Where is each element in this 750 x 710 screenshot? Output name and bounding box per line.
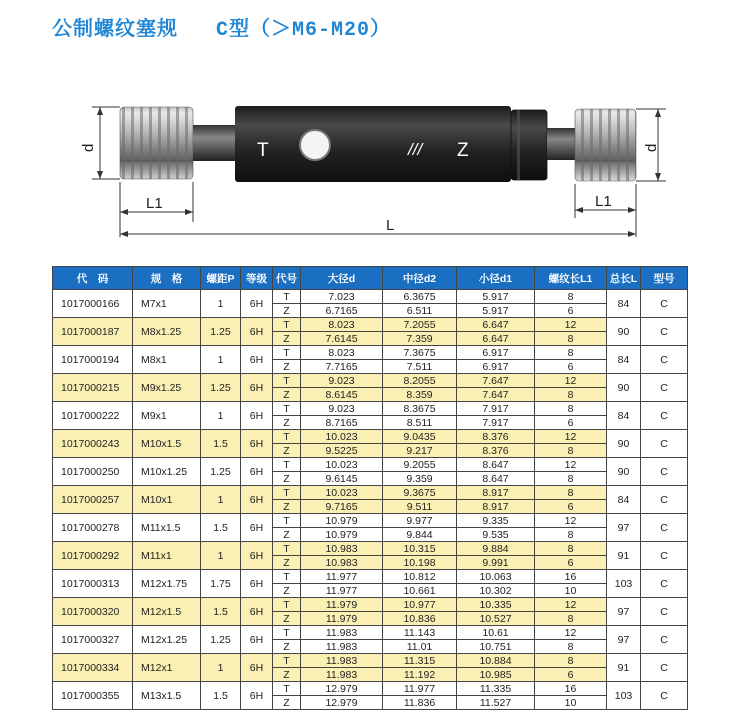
cell-pitch-dia: 10.661 [383,584,457,598]
cell-total-length: 103 [607,682,641,710]
col-header: 规 格 [133,267,201,290]
cell-thread-length: 8 [535,542,607,556]
collar [511,110,547,180]
cell-grade: 6H [241,318,273,346]
cell-pitch-dia: 10.198 [383,556,457,570]
right-neck [547,128,577,160]
cell-type: C [641,570,688,598]
cell-thread-length: 6 [535,416,607,430]
cell-major-dia: 7.023 [301,290,383,304]
cell-total-length: 97 [607,626,641,654]
cell-major-dia: 8.023 [301,318,383,332]
cell-thread-length: 16 [535,682,607,696]
cell-total-length: 84 [607,486,641,514]
cell-pitch-dia: 11.143 [383,626,457,640]
table-row [53,570,688,584]
cell-minor-dia: 7.917 [457,416,535,430]
cell-symbol: T [273,346,301,360]
cell-pitch: 1.75 [201,570,241,598]
cell-pitch: 1.25 [201,458,241,486]
cell-minor-dia: 7.647 [457,374,535,388]
cell-major-dia: 7.7165 [301,360,383,374]
cell-pitch-dia: 10.812 [383,570,457,584]
cell-minor-dia: 6.917 [457,346,535,360]
cell-spec: M10x1.5 [133,430,201,458]
cell-type: C [641,654,688,682]
cell-major-dia: 11.983 [301,654,383,668]
cell-pitch-dia: 11.977 [383,682,457,696]
table-row [53,626,688,640]
cell-spec: M13x1.5 [133,682,201,710]
cell-pitch-dia: 10.977 [383,598,457,612]
cell-symbol: T [273,430,301,444]
cell-minor-dia: 8.917 [457,500,535,514]
cell-minor-dia: 6.917 [457,360,535,374]
cell-type: C [641,458,688,486]
cell-minor-dia: 9.884 [457,542,535,556]
cell-thread-length: 8 [535,444,607,458]
cell-pitch-dia: 6.3675 [383,290,457,304]
cell-major-dia: 11.979 [301,598,383,612]
col-header: 代 码 [53,267,133,290]
cell-total-length: 84 [607,402,641,430]
table-row [53,486,688,500]
cell-pitch-dia: 9.511 [383,500,457,514]
cell-symbol: Z [273,416,301,430]
col-header: 总长L [607,267,641,290]
cell-code: 1017000222 [53,402,133,430]
cell-total-length: 103 [607,570,641,598]
cell-major-dia: 10.023 [301,430,383,444]
cell-pitch-dia: 10.315 [383,542,457,556]
cell-thread-length: 8 [535,402,607,416]
cell-pitch: 1.25 [201,374,241,402]
cell-minor-dia: 10.063 [457,570,535,584]
handle-hole [300,130,330,160]
cell-code: 1017000355 [53,682,133,710]
cell-symbol: T [273,374,301,388]
page-title [52,12,391,42]
cell-thread-length: 16 [535,570,607,584]
cell-thread-length: 12 [535,626,607,640]
cell-total-length: 97 [607,598,641,626]
dim-l1-right: L1 [595,193,612,210]
cell-thread-length: 12 [535,430,607,444]
cell-symbol: T [273,458,301,472]
cell-symbol: Z [273,528,301,542]
cell-pitch: 1.5 [201,514,241,542]
cell-symbol: Z [273,360,301,374]
cell-pitch-dia: 8.359 [383,388,457,402]
cell-pitch: 1 [201,346,241,374]
cell-total-length: 91 [607,654,641,682]
cell-total-length: 90 [607,318,641,346]
cell-grade: 6H [241,486,273,514]
cell-grade: 6H [241,402,273,430]
cell-total-length: 90 [607,374,641,402]
cell-code: 1017000250 [53,458,133,486]
cell-pitch-dia: 8.2055 [383,374,457,388]
handle-body [235,106,511,182]
cell-pitch: 1.25 [201,626,241,654]
cell-minor-dia: 9.335 [457,514,535,528]
table-row [53,346,688,360]
col-header: 中径d2 [383,267,457,290]
cell-major-dia: 10.983 [301,556,383,570]
cell-symbol: Z [273,500,301,514]
cell-grade: 6H [241,290,273,318]
cell-major-dia: 11.983 [301,668,383,682]
cell-symbol: Z [273,444,301,458]
cell-code: 1017000166 [53,290,133,318]
cell-spec: M9x1 [133,402,201,430]
cell-spec: M11x1 [133,542,201,570]
cell-symbol: Z [273,612,301,626]
cell-minor-dia: 10.335 [457,598,535,612]
table-row [53,290,688,304]
cell-type: C [641,290,688,318]
cell-major-dia: 12.979 [301,696,383,710]
cell-pitch-dia: 7.2055 [383,318,457,332]
table-row [53,654,688,668]
cell-grade: 6H [241,570,273,598]
cell-type: C [641,682,688,710]
cell-major-dia: 10.023 [301,486,383,500]
cell-code: 1017000243 [53,430,133,458]
cell-pitch-dia: 9.3675 [383,486,457,500]
cell-code: 1017000313 [53,570,133,598]
cell-thread-length: 8 [535,346,607,360]
cell-symbol: T [273,598,301,612]
cell-pitch: 1 [201,654,241,682]
cell-major-dia: 12.979 [301,682,383,696]
cell-thread-length: 12 [535,374,607,388]
cell-pitch: 1 [201,290,241,318]
cell-major-dia: 11.977 [301,584,383,598]
col-header: 螺距P [201,267,241,290]
cell-major-dia: 11.979 [301,612,383,626]
cell-major-dia: 10.023 [301,458,383,472]
cell-symbol: Z [273,472,301,486]
cell-pitch: 1 [201,542,241,570]
cell-thread-length: 12 [535,458,607,472]
col-header: 小径d1 [457,267,535,290]
cell-pitch: 1.5 [201,598,241,626]
cell-pitch-dia: 7.3675 [383,346,457,360]
cell-pitch-dia: 8.511 [383,416,457,430]
cell-symbol: T [273,514,301,528]
cell-spec: M12x1 [133,654,201,682]
cell-pitch-dia: 7.359 [383,332,457,346]
cell-symbol: T [273,318,301,332]
cell-type: C [641,346,688,374]
cell-type: C [641,318,688,346]
cell-major-dia: 11.983 [301,626,383,640]
cell-major-dia: 9.7165 [301,500,383,514]
cell-major-dia: 6.7165 [301,304,383,318]
cell-thread-length: 10 [535,584,607,598]
cell-pitch: 1.5 [201,682,241,710]
cell-type: C [641,598,688,626]
cell-pitch: 1.25 [201,318,241,346]
cell-thread-length: 8 [535,612,607,626]
cell-minor-dia: 10.61 [457,626,535,640]
cell-minor-dia: 11.527 [457,696,535,710]
cell-total-length: 84 [607,290,641,318]
cell-minor-dia: 5.917 [457,304,535,318]
cell-spec: M8x1.25 [133,318,201,346]
cell-pitch: 1.5 [201,430,241,458]
cell-minor-dia: 11.335 [457,682,535,696]
cell-minor-dia: 10.884 [457,654,535,668]
cell-thread-length: 10 [535,696,607,710]
title-main: 公制螺纹塞规 [52,16,178,40]
table-row [53,430,688,444]
cell-spec: M10x1 [133,486,201,514]
cell-pitch-dia: 11.836 [383,696,457,710]
cell-minor-dia: 8.647 [457,472,535,486]
cell-minor-dia: 10.985 [457,668,535,682]
cell-minor-dia: 8.647 [457,458,535,472]
table-row [53,682,688,696]
cell-major-dia: 8.023 [301,346,383,360]
cell-minor-dia: 9.991 [457,556,535,570]
cell-minor-dia: 8.376 [457,430,535,444]
cell-major-dia: 10.983 [301,542,383,556]
cell-code: 1017000187 [53,318,133,346]
header-row [53,267,688,290]
cell-spec: M12x1.5 [133,598,201,626]
cell-grade: 6H [241,682,273,710]
cell-thread-length: 8 [535,290,607,304]
cell-major-dia: 11.977 [301,570,383,584]
cell-pitch-dia: 9.2055 [383,458,457,472]
cell-minor-dia: 6.647 [457,332,535,346]
cell-major-dia: 10.979 [301,528,383,542]
cell-thread-length: 12 [535,598,607,612]
cell-major-dia: 9.5225 [301,444,383,458]
cell-minor-dia: 8.917 [457,486,535,500]
cell-grade: 6H [241,654,273,682]
cell-thread-length: 12 [535,318,607,332]
cell-symbol: Z [273,584,301,598]
cell-type: C [641,374,688,402]
table-row [53,402,688,416]
cell-spec: M11x1.5 [133,514,201,542]
cell-pitch-dia: 8.3675 [383,402,457,416]
cell-type: C [641,430,688,458]
cell-symbol: Z [273,668,301,682]
cell-major-dia: 8.6145 [301,388,383,402]
col-header: 大径d [301,267,383,290]
cell-grade: 6H [241,430,273,458]
cell-thread-length: 8 [535,654,607,668]
cell-symbol: Z [273,556,301,570]
cell-symbol: Z [273,304,301,318]
spec-table [52,266,688,710]
cell-symbol: Z [273,388,301,402]
cell-pitch-dia: 11.315 [383,654,457,668]
cell-major-dia: 7.6145 [301,332,383,346]
go-label: T [257,140,269,161]
cell-total-length: 84 [607,346,641,374]
cell-grade: 6H [241,374,273,402]
cell-symbol: T [273,402,301,416]
col-header: 等级 [241,267,273,290]
cell-pitch: 1 [201,486,241,514]
cell-major-dia: 9.023 [301,402,383,416]
cell-symbol: T [273,682,301,696]
cell-pitch-dia: 11.192 [383,668,457,682]
cell-code: 1017000257 [53,486,133,514]
table-row [53,514,688,528]
cell-thread-length: 6 [535,500,607,514]
cell-symbol: T [273,626,301,640]
no-go-label: Z [457,140,469,161]
cell-symbol: T [273,654,301,668]
cell-minor-dia: 6.647 [457,318,535,332]
dim-l1-left: L1 [146,195,163,212]
table-row [53,318,688,332]
cell-grade: 6H [241,458,273,486]
cell-grade: 6H [241,626,273,654]
cell-minor-dia: 10.302 [457,584,535,598]
cell-spec: M10x1.25 [133,458,201,486]
col-header: 代号 [273,267,301,290]
cell-minor-dia: 7.917 [457,402,535,416]
cell-type: C [641,486,688,514]
cell-thread-length: 6 [535,304,607,318]
go-thread [120,107,193,179]
plug-gauge-illustration [80,92,660,252]
cell-total-length: 90 [607,458,641,486]
cell-symbol: Z [273,640,301,654]
cell-symbol: Z [273,332,301,346]
table-row [53,374,688,388]
table-row [53,542,688,556]
cell-grade: 6H [241,598,273,626]
cell-thread-length: 8 [535,528,607,542]
cell-code: 1017000194 [53,346,133,374]
cell-pitch-dia: 9.359 [383,472,457,486]
cell-pitch-dia: 9.977 [383,514,457,528]
cell-spec: M7x1 [133,290,201,318]
table-row [53,598,688,612]
cell-minor-dia: 10.751 [457,640,535,654]
cell-symbol: T [273,542,301,556]
cell-pitch-dia: 9.217 [383,444,457,458]
cell-spec: M12x1.25 [133,626,201,654]
cell-spec: M12x1.75 [133,570,201,598]
cell-type: C [641,514,688,542]
dim-d-right: d [643,143,660,152]
cell-major-dia: 11.983 [301,640,383,654]
cell-thread-length: 8 [535,472,607,486]
col-header: 螺纹长L1 [535,267,607,290]
cell-thread-length: 6 [535,556,607,570]
cell-total-length: 97 [607,514,641,542]
cell-spec: M8x1 [133,346,201,374]
cell-major-dia: 9.023 [301,374,383,388]
no-go-thread [575,109,636,181]
cell-major-dia: 8.7165 [301,416,383,430]
cell-spec: M9x1.25 [133,374,201,402]
left-neck [193,125,237,161]
cell-code: 1017000327 [53,626,133,654]
cell-pitch-dia: 11.01 [383,640,457,654]
col-header: 型号 [641,267,688,290]
dim-l-total: L [386,217,395,234]
cell-major-dia: 9.6145 [301,472,383,486]
cell-code: 1017000292 [53,542,133,570]
cell-thread-length: 8 [535,486,607,500]
cell-minor-dia: 10.527 [457,612,535,626]
cell-symbol: T [273,486,301,500]
cell-minor-dia: 8.376 [457,444,535,458]
handle-marks: /// [408,140,423,159]
cell-grade: 6H [241,542,273,570]
cell-symbol: T [273,290,301,304]
dim-d-left: d [80,143,97,152]
cell-pitch-dia: 9.844 [383,528,457,542]
cell-code: 1017000215 [53,374,133,402]
cell-minor-dia: 7.647 [457,388,535,402]
cell-pitch-dia: 9.0435 [383,430,457,444]
cell-total-length: 90 [607,430,641,458]
cell-pitch-dia: 7.511 [383,360,457,374]
title-type: C型（＞M6-M20） [216,19,392,42]
cell-type: C [641,402,688,430]
cell-pitch-dia: 10.836 [383,612,457,626]
cell-major-dia: 10.979 [301,514,383,528]
cell-thread-length: 8 [535,332,607,346]
cell-minor-dia: 9.535 [457,528,535,542]
cell-grade: 6H [241,514,273,542]
cell-symbol: Z [273,696,301,710]
cell-type: C [641,626,688,654]
cell-thread-length: 8 [535,388,607,402]
cell-grade: 6H [241,346,273,374]
cell-total-length: 91 [607,542,641,570]
cell-minor-dia: 5.917 [457,290,535,304]
cell-pitch: 1 [201,402,241,430]
table-row [53,458,688,472]
cell-thread-length: 6 [535,668,607,682]
cell-thread-length: 8 [535,640,607,654]
cell-symbol: T [273,570,301,584]
cell-code: 1017000334 [53,654,133,682]
cell-type: C [641,542,688,570]
cell-code: 1017000320 [53,598,133,626]
cell-thread-length: 6 [535,360,607,374]
cell-pitch-dia: 6.511 [383,304,457,318]
cell-thread-length: 12 [535,514,607,528]
cell-code: 1017000278 [53,514,133,542]
